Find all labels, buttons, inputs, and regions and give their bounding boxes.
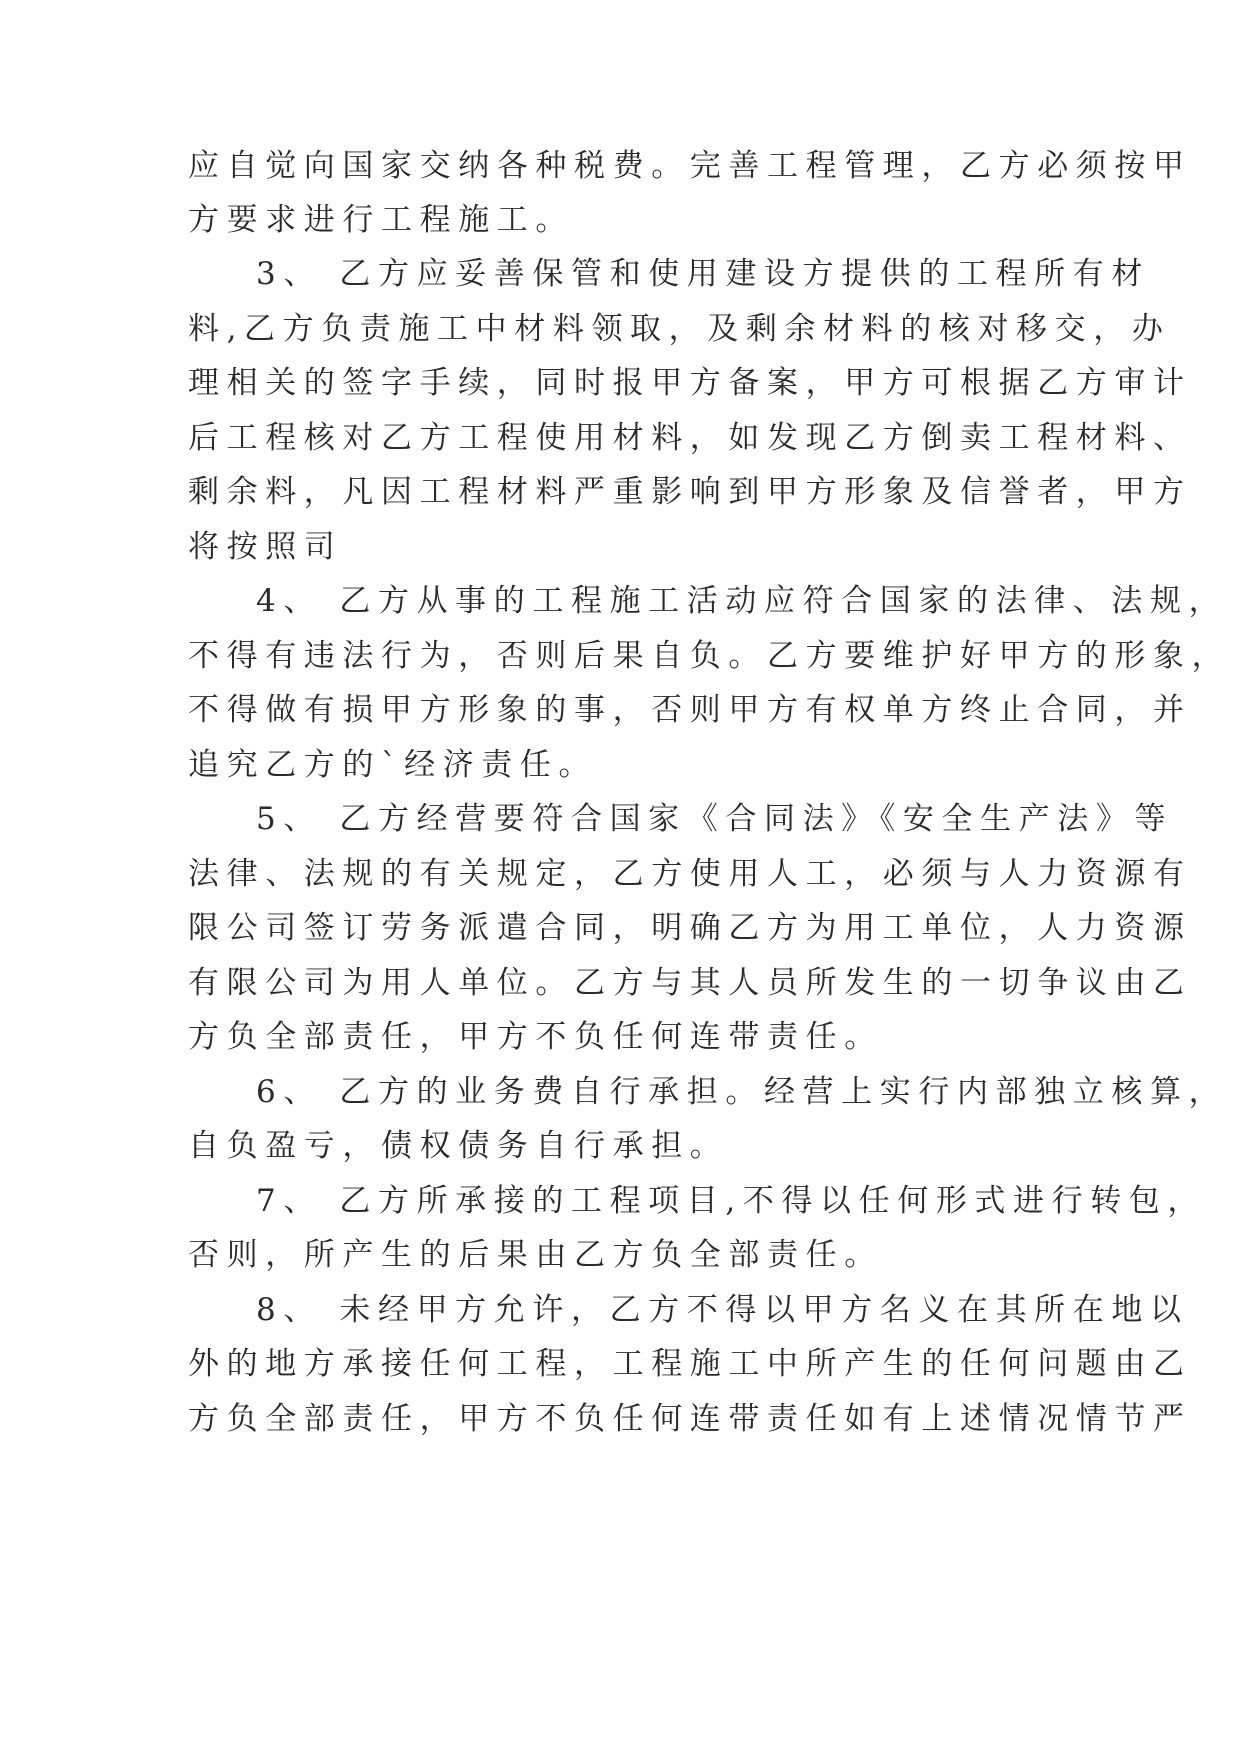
clause-3-line-6: 将按照司: [188, 529, 343, 565]
clause-4-line-2: 不得有违法行为，否则后果自负。乙方要维护好甲方的形象，: [188, 638, 1231, 674]
clause-4-line-4: 追究乙方的`经济责任。: [188, 747, 598, 783]
clause-3-line-5: 剩余料，凡因工程材料严重影响到甲方形象及信誉者，甲方: [188, 474, 1192, 510]
text-line-1: 应自觉向国家交纳各种税费。完善工程管理，乙方必须按甲: [188, 148, 1192, 184]
clause-4-line-1: 4、 乙方从事的工程施工活动应符合国家的法律、法规，: [256, 583, 1228, 619]
clause-3-line-4: 后工程核对乙方工程使用材料，如发现乙方倒卖工程材料、: [188, 420, 1192, 456]
clause-5-line-3: 限公司签订劳务派遣合同，明确乙方为用工单位，人力资源: [188, 910, 1192, 946]
clause-3-line-3: 理相关的签字手续，同时报甲方备案，甲方可根据乙方审计: [188, 365, 1192, 401]
clause-6-line-1: 6、 乙方的业务费自行承担。经营上实行内部独立核算，: [256, 1074, 1228, 1110]
text-line-2: 方要求进行工程施工。: [188, 202, 574, 238]
clause-6-line-2: 自负盈亏，债权债务自行承担。: [188, 1128, 729, 1164]
clause-8-line-1: 8、 未经甲方允许，乙方不得以甲方名义在其所在地以: [256, 1292, 1189, 1328]
clause-5-line-5: 方负全部责任，甲方不负任何连带责任。: [188, 1019, 883, 1055]
clause-8-line-3: 方负全部责任，甲方不负任何连带责任如有上述情况情节严: [188, 1401, 1192, 1437]
clause-8-line-2: 外的地方承接任何工程，工程施工中所产生的任何问题由乙: [188, 1346, 1192, 1382]
clause-7-line-1: 7、 乙方所承接的工程项目,不得以任何形式进行转包，: [256, 1183, 1207, 1219]
clause-3-line-1: 3、 乙方应妥善保管和使用建设方提供的工程所有材: [256, 256, 1150, 292]
clause-4-line-3: 不得做有损甲方形象的事，否则甲方有权单方终止合同，并: [188, 692, 1192, 728]
clause-5-line-4: 有限公司为用人单位。乙方与其人员所发生的一切争议由乙: [188, 965, 1192, 1001]
clause-3-line-2: 料,乙方负责施工中材料领取，及剩余材料的核对移交，办: [188, 311, 1171, 347]
clause-5-line-2: 法律、法规的有关规定，乙方使用人工，必须与人力资源有: [188, 856, 1192, 892]
clause-5-line-1: 5、 乙方经营要符合国家《合同法》《安全生产法》等: [256, 801, 1174, 837]
clause-7-line-2: 否则，所产生的后果由乙方负全部责任。: [188, 1237, 883, 1273]
